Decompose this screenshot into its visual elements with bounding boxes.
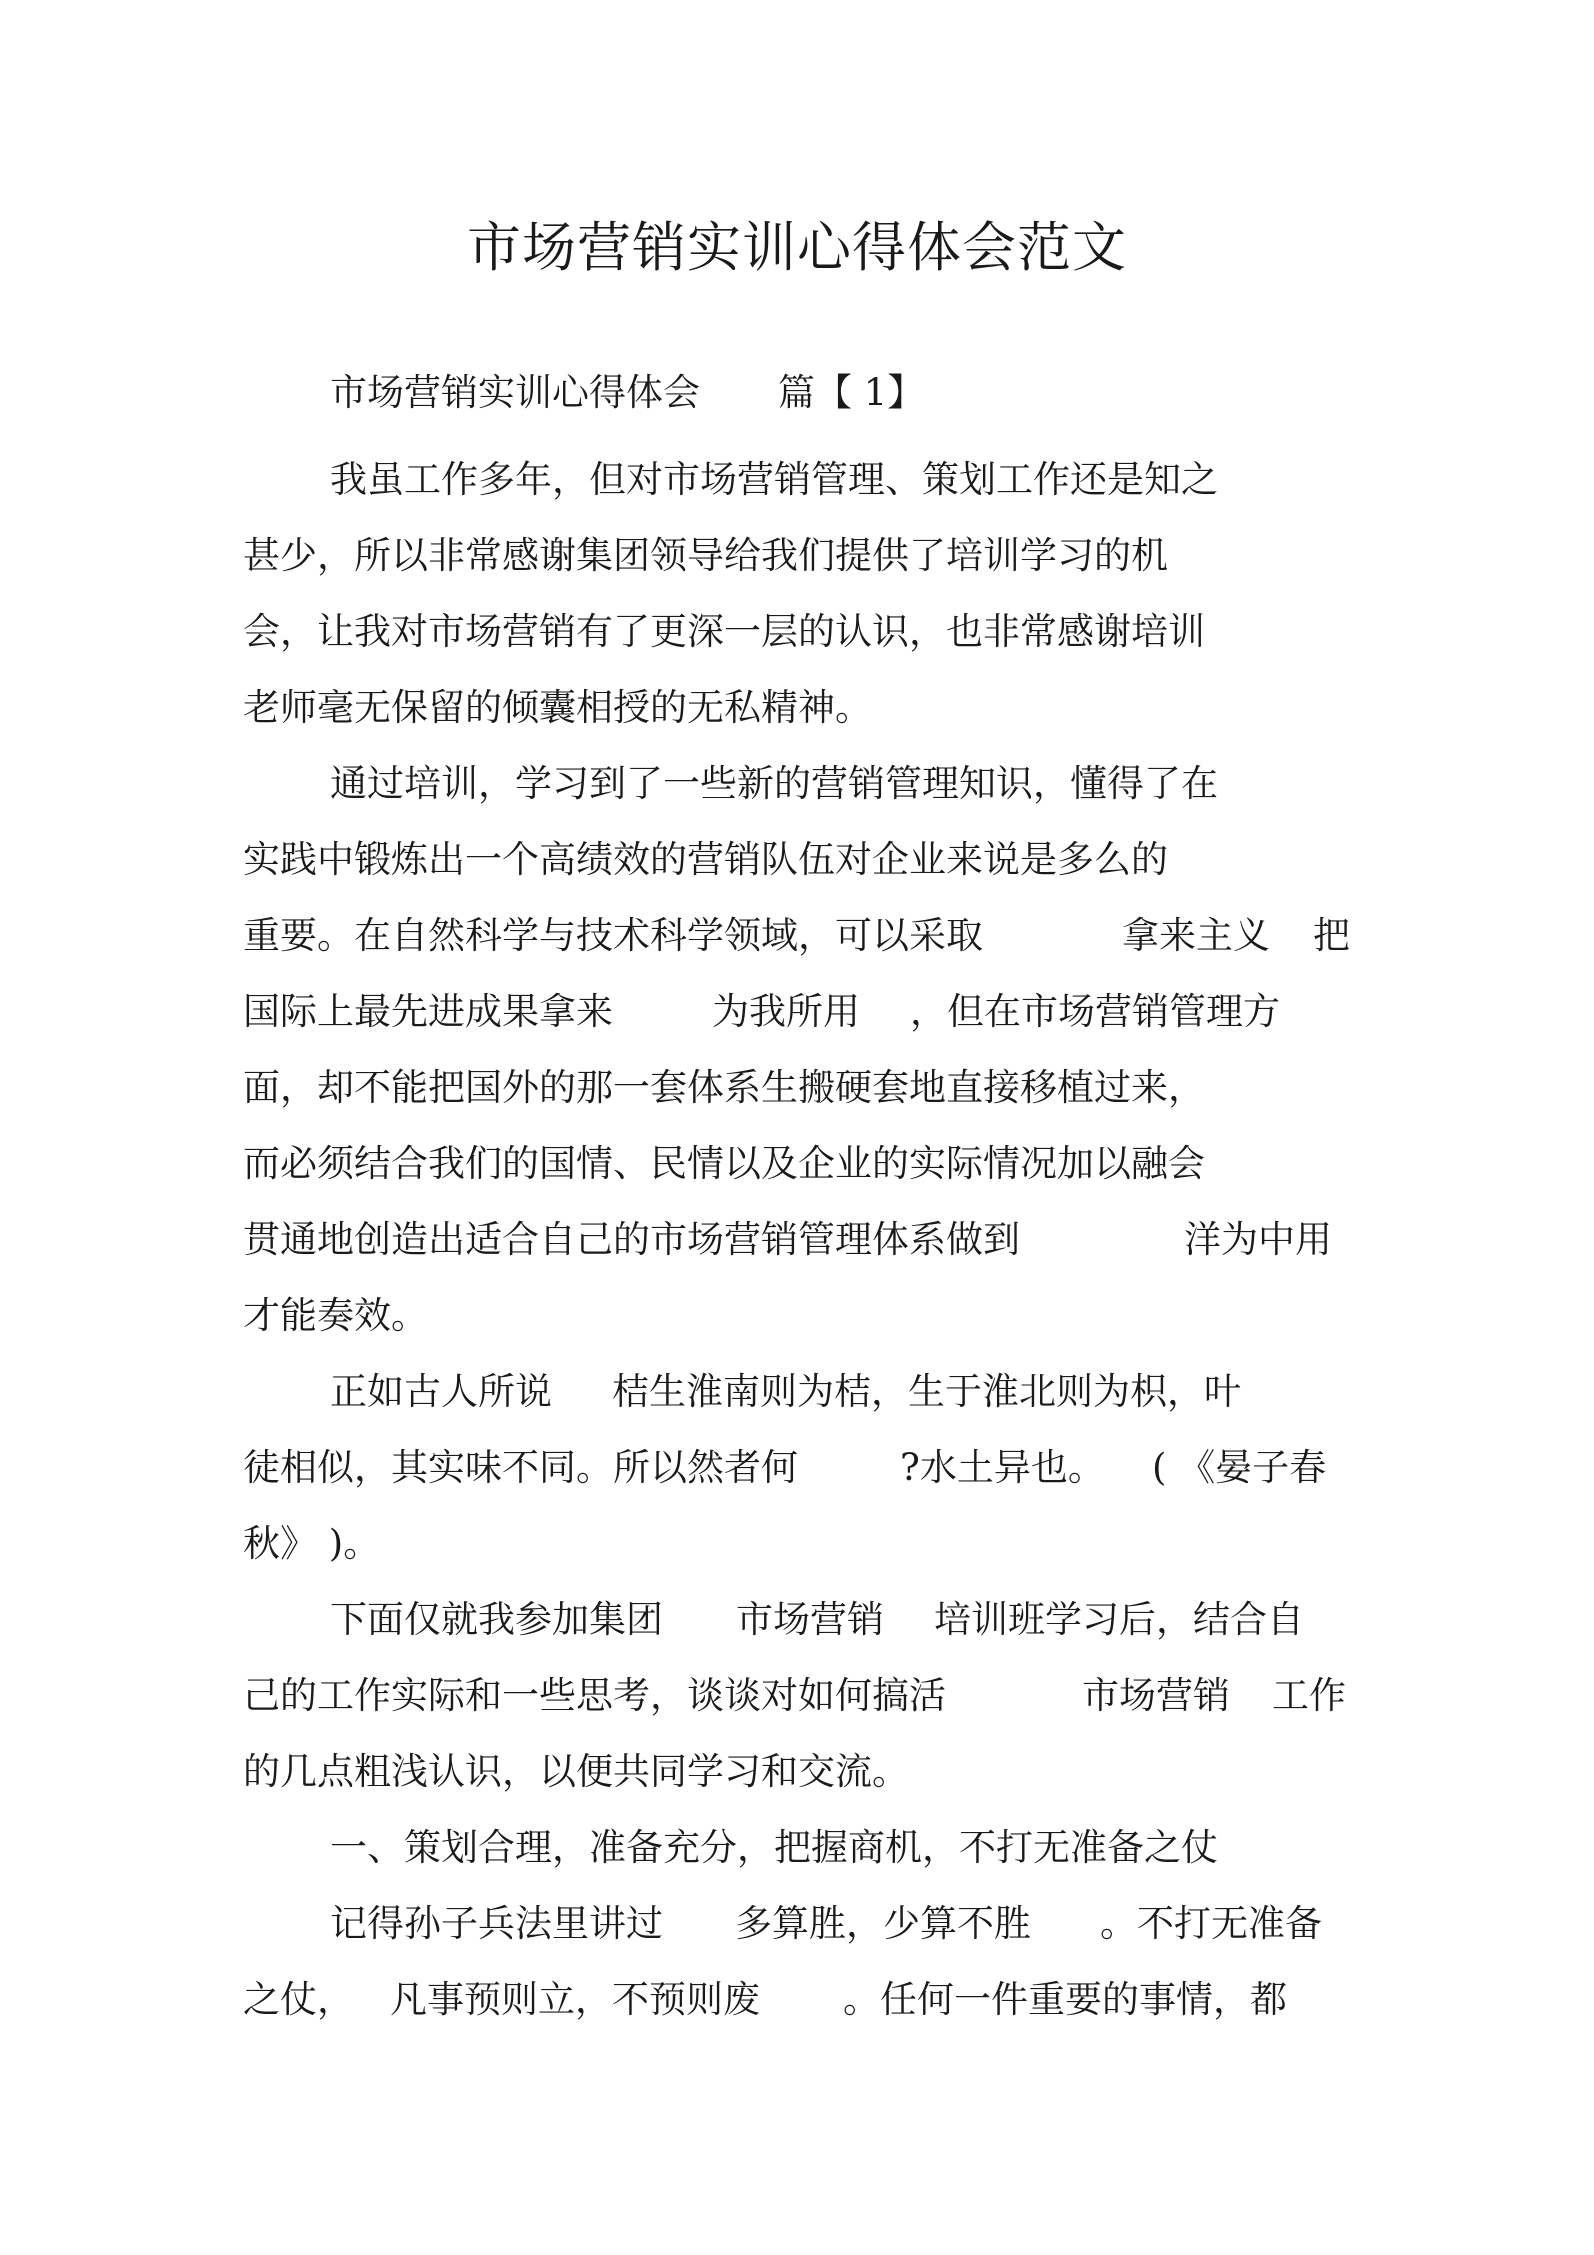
- line-segment: 。不打无准备: [1100, 1902, 1322, 1945]
- line-segment: 而必须结合我们的国情、民情以及企业的实际情况加以融会: [243, 1142, 1205, 1185]
- line-segment: ( 《晏子春: [1152, 1446, 1327, 1489]
- line-segment: 我虽工作多年，但对市场营销管理、策划工作还是知之: [330, 458, 1218, 501]
- line-segment: 培训班学习后，结合自: [934, 1598, 1304, 1641]
- line-segment: 贯通地创造出适合自己的市场营销管理体系做到: [243, 1218, 1020, 1261]
- line-segment: 市场营销: [1082, 1674, 1230, 1717]
- line-segment: 。任何一件重要的事情，都: [843, 1978, 1287, 2021]
- line-segment: ?水土异也。: [900, 1446, 1105, 1489]
- line-segment: 才能奏效。: [243, 1294, 428, 1337]
- line-segment: 记得孙子兵法里讲过: [330, 1902, 663, 1945]
- line-segment: 工作: [1272, 1674, 1346, 1717]
- line-segment: ，但在市场营销管理方: [910, 990, 1280, 1033]
- line-segment: 一、策划合理，准备充分，把握商机，不打无准备之仗: [330, 1826, 1218, 1869]
- line-segment: 下面仅就我参加集团: [330, 1598, 663, 1641]
- line-segment: 的几点粗浅认识，以便共同学习和交流。: [243, 1750, 909, 1793]
- line-segment: 重要。在自然科学与技术科学领域，可以采取: [243, 914, 983, 957]
- line-segment: 市场营销实训心得体会: [330, 371, 700, 414]
- line-segment: 之仗，: [243, 1978, 354, 2021]
- line-segment: 篇【 1】: [778, 371, 925, 414]
- line-segment: 正如古人所说: [330, 1370, 552, 1413]
- line-segment: 会，让我对市场营销有了更深一层的认识，也非常感谢培训: [243, 610, 1205, 653]
- line-segment: 实践中锻炼出一个高绩效的营销队伍对企业来说是多么的: [243, 838, 1168, 881]
- line-segment: 徒相似，其实味不同。所以然者何: [243, 1446, 798, 1489]
- line-segment: 凡事预则立，不预则废: [390, 1978, 760, 2021]
- line-segment: 把: [1313, 914, 1350, 957]
- line-segment: 多算胜，少算不胜: [735, 1902, 1031, 1945]
- line-segment: 通过培训，学习到了一些新的营销管理知识，懂得了在: [330, 762, 1218, 805]
- line-segment: 面，却不能把国外的那一套体系生搬硬套地直接移植过来，: [243, 1066, 1205, 1109]
- line-segment: 拿来主义: [1122, 914, 1270, 957]
- line-segment: 市场营销: [736, 1598, 884, 1641]
- line-segment: 洋为中用: [1184, 1218, 1332, 1261]
- line-segment: 甚少，所以非常感谢集团领导给我们提供了培训学习的机: [243, 534, 1168, 577]
- text-line-22: [0, 1975, 1287, 2225]
- line-segment: 老师毫无保留的倾囊相授的无私精神。: [243, 686, 872, 729]
- line-segment: 为我所用: [712, 990, 860, 1033]
- line-segment: 桔生淮南则为桔，生于淮北则为枳，叶: [612, 1370, 1241, 1413]
- document-title: 市场营销实训心得体会范文: [467, 216, 1127, 279]
- line-segment: 国际上最先进成果拿来: [243, 990, 613, 1033]
- line-segment: 己的工作实际和一些思考，谈谈对如何搞活: [243, 1674, 946, 1717]
- line-segment: 秋》 )。: [243, 1522, 381, 1565]
